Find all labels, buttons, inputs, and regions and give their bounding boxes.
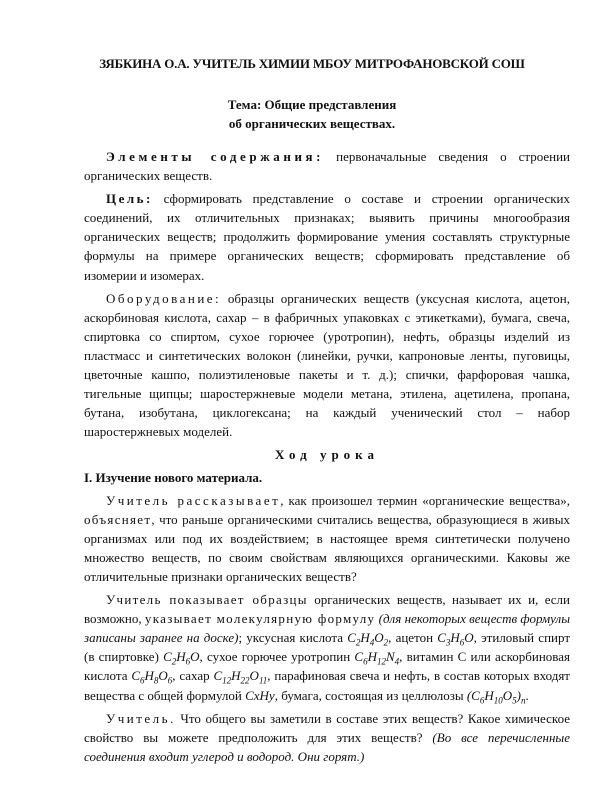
lesson-progress-title: Ход урока	[275, 447, 379, 463]
teacher-question-paragraph	[84, 709, 570, 766]
teacher-shows-text-10: .	[525, 687, 529, 703]
lesson-topic	[60, 95, 564, 133]
teacher-question: Что общего вы заметили в составе этих веществ? Какое химическое свойство вы можете предположить для этих веществ?	[84, 710, 570, 745]
teacher-shows-text-9: , бумага, состоящая из целлюлозы	[274, 687, 467, 703]
content-elements-label: Элементы содержания:	[106, 149, 325, 164]
equipment-label: Оборудование:	[106, 290, 222, 306]
teacher-tells-label: Учитель рассказывает	[106, 492, 281, 508]
teacher-label: Учитель.	[106, 710, 176, 726]
teacher-shows-text-8: , парафиновая свеча и нефть, в состав которых входят вещества с общей формулой	[84, 668, 570, 703]
teacher-shows-text-1: органических веществ, называет их и, если возможно,	[84, 592, 570, 627]
explains-label: объясняет	[84, 511, 152, 527]
teacher-shows-label: Учитель показывает образцы	[106, 592, 308, 608]
author-header: ЗЯБКИНА О.А. УЧИТЕЛЬ ХИМИИ МБОУ МИТРОФАНОВСКОЙ СОШ	[99, 56, 525, 71]
indicates-formula-label: указывает молекулярную формулу	[144, 611, 376, 627]
teacher-shows-text-7: , сахар	[172, 668, 214, 684]
goal-paragraph	[84, 189, 570, 284]
teacher-tells-text-2: , что раньше органическими считались вещества, образующиеся в живых организмах или под их воздействием; в настоящее время синтетически получено множество веществ, по своим свойствам являющихся органическими. Каковы же отличительные признаки органических веществ?	[84, 511, 570, 584]
general-formula: CxHy	[245, 687, 275, 703]
teacher-shows-paragraph	[84, 590, 570, 705]
acetic-acid-formula: $C_2H_4O_2$	[347, 630, 389, 648]
board-note: (для некоторых веществ формулы записаны заранее на доске)	[84, 611, 571, 646]
document-body	[84, 147, 570, 770]
goal-text: сформировать представление о составе и строении органических соединений, их отличительных признаках; выявить причины многообразия органических веществ; продолжить формирование умения составлять структурные формулы на примере органических веществ; сформировать представление об изомерии и изомерах.	[84, 191, 570, 283]
content-elements-text: первоначальные сведения о строении органических веществ.	[84, 149, 570, 184]
sugar-formula: $C_{12}H_{22}O_{11}$	[213, 668, 268, 687]
teacher-shows-text-2: ; уксусная кислота	[238, 630, 348, 646]
teacher-explains-paragraph	[84, 491, 570, 586]
equipment-paragraph	[84, 289, 570, 442]
teacher-shows-text-6: , витамин С или аскорбиновая кислота	[84, 649, 571, 684]
acetone-formula: $C_3H_6O$	[437, 630, 474, 648]
equipment-text: образцы органических веществ (уксусная кислота, ацетон, аскорбиновая кислота, сахар – в фабричных упаковках с этикетками), бумага, свеча, спиртовка со спиртом, сухое горючее (уротропин), нефть, образцы изделий из пластмасс и синтетических волокон (линейки, ручки, капроновые ленты, пуговицы, цветочные кашпо, полиэтиленовые пакеты и т. д.); спички, фарфоровая чашка, тигельные щипцы; шаростержневые модели метана, этилена, ацетилена, пропана, бутана, изобутана, циклогексана; на каждый ученический стол – набор шаростержневых моделей.	[84, 290, 570, 440]
teacher-shows-text-3: , ацетон	[388, 630, 438, 646]
teacher-shows-text-4: , этиловый спирт (в спиртовке)	[84, 630, 571, 665]
content-elements-paragraph	[84, 147, 570, 185]
teacher-shows-text-5: , сухое горючее уротропин	[199, 649, 355, 665]
topic-line-2: об органических веществах.	[228, 116, 396, 131]
urotropin-formula: $C_6H_{12}N_4$	[354, 649, 400, 667]
goal-label: Цель:	[106, 191, 153, 207]
teacher-tells-text-1: , как произошел термин «органические вещества»,	[280, 492, 570, 508]
cellulose-formula: $(C_6H_{10}O_5)_n$	[466, 687, 526, 706]
ascorbic-acid-formula: $C_6H_8O_6$	[131, 668, 173, 687]
expected-answer: (Во все перечисленные соединения входит углерод и водород. Они горят.)	[84, 729, 570, 764]
topic-line-1: Тема: Общие представления	[227, 97, 397, 112]
section-heading: I. Изучение нового материала.	[84, 469, 263, 485]
ethanol-formula: $C_2H_6O$	[163, 649, 200, 667]
